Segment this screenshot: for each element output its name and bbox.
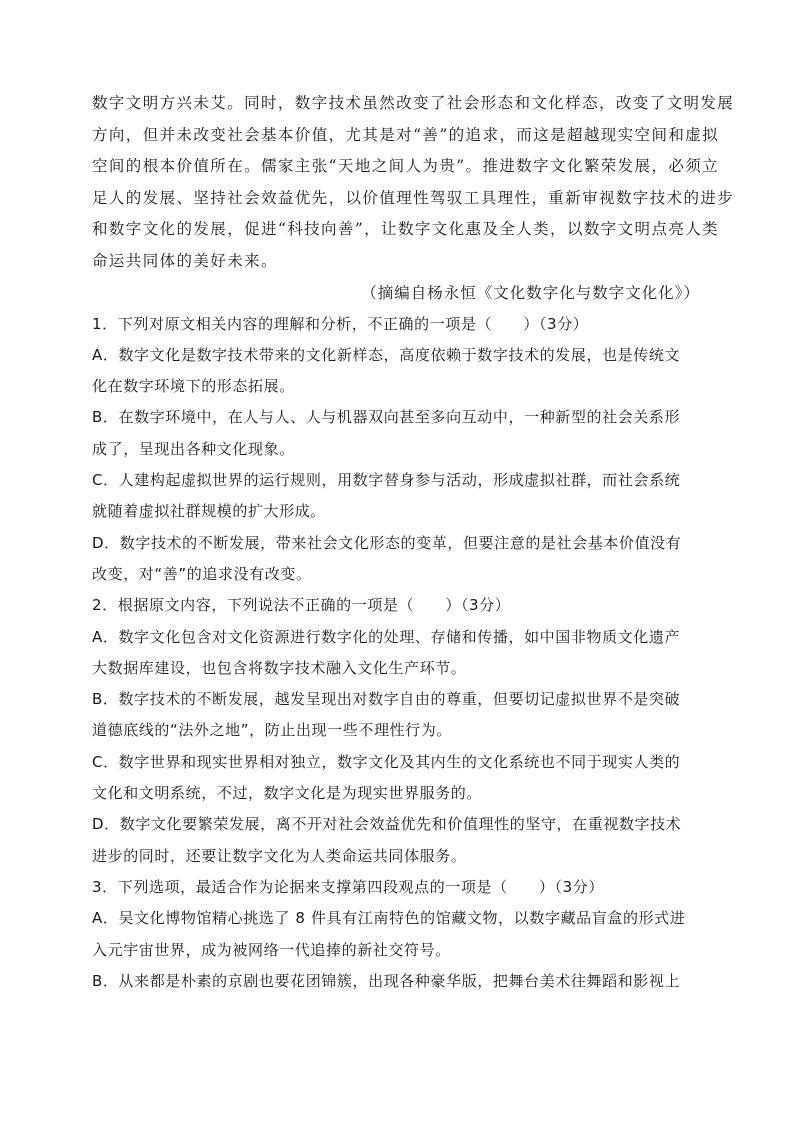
question-list [92,309,704,998]
question-1-option-d: D．数字技术的不断发展，带来社会文化形态的变革，但要注意的是社会基本价值没有 [92,533,682,552]
question-3-option-a-cont: 入元宇宙世界，成为被网络一代追捧的新社交符号。 [92,940,451,959]
question-1-option-d-cont: 改变，对“善”的追求没有改变。 [92,564,312,583]
passage-line: 命运共同体的美好未来。 [92,251,278,270]
question-2-option-c: C．数字世界和现实世界相对独立，数字文化及其内生的文化系统也不同于现实人类的 [92,752,681,771]
passage-line: 方向，但并未改变社会基本价值，尤其是对“善”的追求，而这是超越现实空间和虚拟 [92,125,720,144]
question-1-option-b: B．在数字环境中，在人与人、人与机器双向甚至多向互动中，一种新型的社会关系形 [92,408,681,427]
question-2-stem: 2．根据原文内容，下列说法不正确的一项是（ ）（3分） [92,596,511,615]
question-2-option-b: B．数字技术的不断发展，越发呈现出对数字自由的尊重，但要切记虚拟世界不是突破 [92,690,681,709]
question-2-option-a: A．数字文化包含对文化资源进行数字化的处理、存储和传播，如中国非物质文化遗产 [92,627,681,646]
question-1-stem: 1．下列对原文相关内容的理解和分析，不正确的一项是（ ）（3分） [92,314,589,333]
question-3-option-b: B．从来都是朴素的京剧也要花团锦簇，出现各种豪华版，把舞台美术往舞蹈和影视上 [92,971,681,990]
question-1-option-c: C．人建构起虚拟世界的运行规则，用数字替身参与活动，形成虚拟社群，而社会系统 [92,471,681,490]
question-2-option-d: D．数字文化要繁荣发展，离不开对社会效益优先和价值理性的坚守，在重视数字技术 [92,815,682,834]
question-1-option-b-cont: 成了，呈现出各种文化现象。 [92,439,295,458]
passage-line: 数字文明方兴未艾。同时，数字技术虽然改变了社会形态和文化样态，改变了文明发展 [92,94,735,112]
passage-line: 和数字文化的发展，促进“科技向善”，让数字文化惠及全人类，以数字文明点亮人类 [92,220,720,239]
question-1-option-a: A．数字文化是数字技术带来的文化新样态，高度依赖于数字技术的发展，也是传统文 [92,345,681,364]
question-1-option-a-cont: 化在数字环境下的形态拓展。 [92,377,295,396]
question-1-option-c-cont: 就随着虚拟社群规模的扩大形成。 [92,502,327,521]
question-2-option-d-cont: 进步的同时，还要让数字文化为人类命运共同体服务。 [92,846,467,865]
source-citation: （摘编自杨永恒《文化数字化与数字文化化》） [361,283,700,302]
question-2-option-c-cont: 文化和文明系统，不过，数字文化是为现实世界服务的。 [92,784,483,803]
question-2-option-b-cont: 道德底线的“法外之地”，防止出现一些不理性行为。 [92,721,452,740]
question-2-option-a-cont: 大数据库建设，也包含将数字技术融入文化生产环节。 [92,658,467,677]
question-3-option-a: A．吴文化博物馆精心挑选了 8 件具有江南特色的馆藏文物，以数字藏品盲盒的形式进 [92,909,686,928]
passage-line: 足人的发展、坚持社会效益优先，以价值理性驾驭工具理性，重新审视数字技术的进步 [92,188,735,207]
question-3-stem: 3．下列选项，最适合作为论据来支撑第四段观点的一项是（ ）（3分） [92,877,604,896]
document-page [92,88,735,997]
passage-text [92,88,735,278]
passage-line: 空间的根本价值所在。儒家主张“天地之间人为贵”。推进数字文化繁荣发展，必须立 [92,157,720,176]
